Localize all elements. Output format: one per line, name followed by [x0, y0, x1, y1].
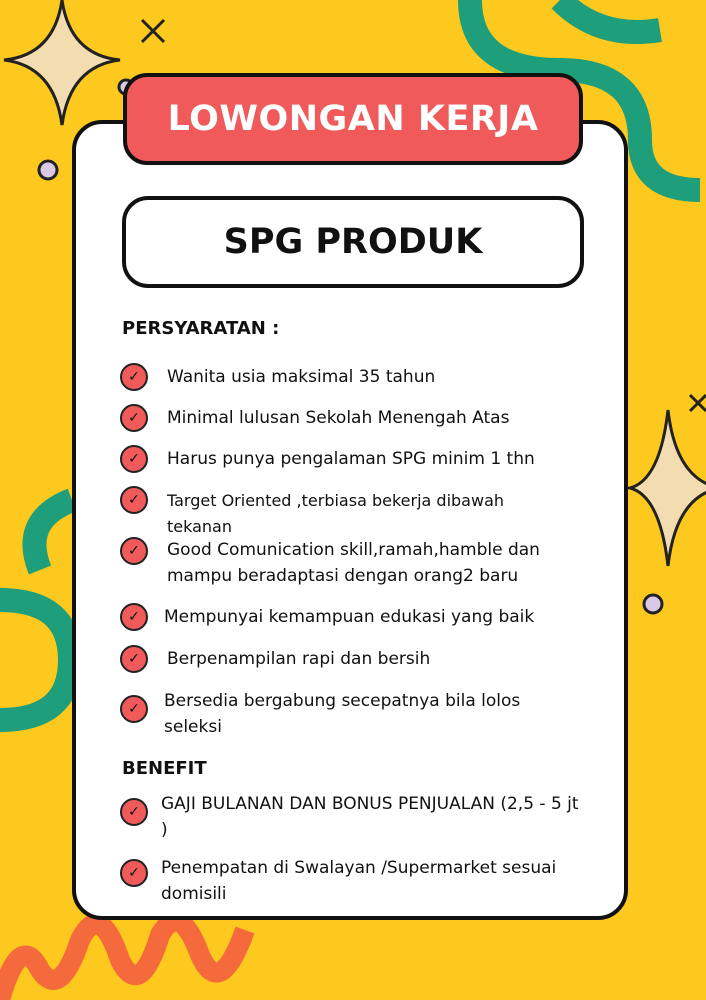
teal-swirl: [560, 0, 660, 32]
item-text: Mempunyai kemampuan edukasi yang baik: [164, 607, 535, 627]
teal-swirl: [34, 500, 72, 570]
position-title: SPG PRODUK: [223, 222, 483, 262]
check-icon: ✓: [120, 363, 148, 391]
check-icon: ✓: [120, 537, 148, 565]
check-icon: ✓: [120, 695, 148, 723]
item-text: Bersedia bergabung secepatnya bila lolos seleksi: [164, 691, 521, 737]
item-text: Wanita usia maksimal 35 tahun: [167, 367, 436, 387]
item-text: GAJI BULANAN DAN BONUS PENJUALAN (2,5 - 5 jt ): [161, 794, 579, 840]
item-text: Penempatan di Swalayan /Supermarket sesuai domisili: [161, 858, 557, 904]
check-icon: ✓: [120, 445, 148, 473]
bubble-icon: [644, 595, 662, 613]
orange-squiggle: [0, 921, 245, 1000]
item-text: Berpenampilan rapi dan bersih: [167, 649, 431, 669]
item-text: Minimal lulusan Sekolah Menengah Atas: [167, 408, 510, 428]
item-text: Harus punya pengalaman SPG minim 1 thn: [167, 449, 535, 469]
banner-title: LOWONGAN KERJA: [167, 99, 539, 139]
check-icon: ✓: [120, 404, 148, 432]
check-icon: ✓: [120, 486, 148, 514]
sparkle-star-icon: [4, 0, 120, 125]
check-icon: ✓: [120, 859, 148, 887]
teal-swirl: [0, 600, 70, 720]
sparkle-star-icon: [630, 410, 706, 566]
check-icon: ✓: [120, 645, 148, 673]
item-text: Target Oriented ,terbiasa bekerja dibawah tekanan: [167, 491, 505, 536]
position-box: [122, 196, 584, 288]
plus-icon: [690, 395, 706, 411]
check-icon: ✓: [120, 603, 148, 631]
benefit-heading: BENEFIT: [122, 758, 207, 779]
bubble-icon: [39, 161, 57, 179]
check-icon: ✓: [120, 798, 148, 826]
plus-icon: [142, 20, 164, 42]
title-banner: [123, 73, 583, 165]
requirements-heading: PERSYARATAN :: [122, 318, 280, 339]
item-text: Good Comunication skill,ramah,hamble dan mampu beradaptasi dengan orang2 baru: [167, 540, 540, 586]
